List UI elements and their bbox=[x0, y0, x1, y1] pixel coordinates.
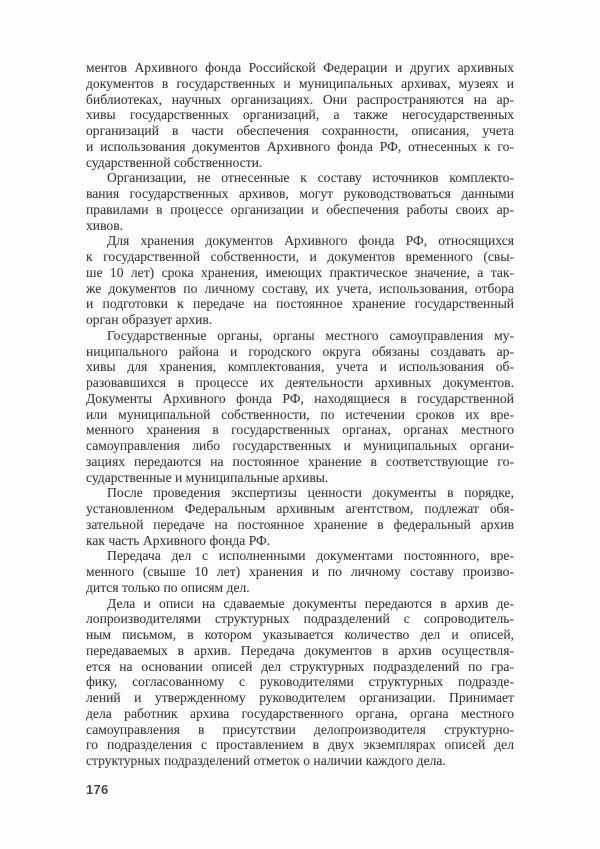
page-text-block bbox=[86, 60, 514, 769]
text-line: Передача дел с исполненными документами постоянного, вре- bbox=[107, 548, 514, 564]
text-line: лопроизводителями структурных подразделений с сопроводитель- bbox=[86, 611, 514, 627]
text-line: Государственные органы, органы местного самоуправления му- bbox=[107, 327, 514, 343]
text-line: структурных подразделений отметок о наличии каждого дела. bbox=[86, 753, 446, 768]
text-line: хивы для хранения, комплектования, учета и использования об- bbox=[86, 359, 514, 375]
text-line: ше 10 лет) срока хранения, имеющих практическое значение, а так- bbox=[86, 264, 514, 280]
text-line: передаваемых в архив. Передача документов в архив осуществля- bbox=[86, 642, 514, 658]
text-line: дела работник архива государственного органа, органа местного bbox=[86, 705, 514, 721]
text-line: фику, согласованному с руководителями структурных подразде- bbox=[86, 674, 514, 690]
text-line: же документов по личному составу, их учета, использования, отбора bbox=[86, 280, 514, 296]
paragraph bbox=[86, 548, 514, 595]
text-line: ниципального района и городского округа обязаны создавать ар- bbox=[86, 343, 514, 359]
text-line: и использования документов Архивного фонда РФ, отнесенных к го- bbox=[86, 138, 514, 154]
text-line: орган образует архив. bbox=[86, 312, 213, 327]
text-line: Дела и описи на сдаваемые документы передаются в архив де- bbox=[107, 595, 514, 611]
text-line: ным письмом, в котором указывается количество дел и описей, bbox=[86, 627, 514, 642]
text-line: менного хранения в государственных органах, органах местного bbox=[86, 422, 514, 438]
text-line: библиотеках, научных организациях. Они распространяются на ар- bbox=[86, 91, 514, 107]
text-line: вания государственных архивов, могут руководствоваться данными bbox=[86, 186, 514, 201]
text-line: организаций в части обеспечения сохранности, описания, учета bbox=[86, 123, 514, 138]
text-line: сударственной собственности. bbox=[86, 154, 263, 170]
text-line: как часть Архивного фонда РФ. bbox=[86, 532, 271, 548]
paragraph bbox=[86, 60, 514, 170]
page-number: 176 bbox=[86, 782, 109, 797]
text-line: Организации, не отнесенные к составу источников комплекто- bbox=[107, 170, 514, 186]
paragraph bbox=[86, 328, 514, 486]
text-line: сударственные и муниципальные архивы. bbox=[86, 469, 329, 485]
text-line: дится только по описям дел. bbox=[86, 579, 250, 595]
text-line: или муниципальной собственности, по истечении сроков их вре- bbox=[86, 406, 514, 422]
text-line: Для хранения документов Архивного фонда РФ, относящихся bbox=[107, 233, 514, 249]
text-line: менного (свыше 10 лет) хранения и по личному составу произво- bbox=[86, 564, 514, 579]
text-line: го подразделения с проставлением в двух экземплярах описей дел bbox=[86, 737, 514, 753]
text-line: разовавшихся в процессе их деятельности архивных документов. bbox=[86, 375, 514, 390]
paragraph bbox=[86, 170, 514, 233]
paragraph bbox=[86, 596, 514, 769]
text-line: правилами в процессе организации и обеспечения работы своих ар- bbox=[86, 201, 514, 217]
paragraph bbox=[86, 485, 514, 548]
text-line: После проведения экспертизы ценности документы в порядке, bbox=[107, 485, 514, 501]
text-line: к государственной собственности, и документов временного (свы- bbox=[86, 249, 514, 264]
text-line: и подготовки к передаче на постоянное хранение государственный bbox=[86, 296, 514, 312]
text-line: Документы Архивного фонда РФ, находящиеся в государственной bbox=[86, 390, 514, 406]
text-line: самоуправления в присутствии делопроизводителя структурно- bbox=[86, 721, 514, 737]
text-line: зательной передаче на постоянное хранение в федеральный архив bbox=[86, 516, 514, 532]
text-line: ется на основании описей дел структурных подразделений по гра- bbox=[86, 658, 514, 674]
text-line: ментов Архивного фонда Российской Федерации и других архивных bbox=[86, 60, 514, 75]
text-line: хивы государственных организаций, а также негосударственных bbox=[86, 107, 514, 123]
paragraph bbox=[86, 233, 514, 328]
text-line: хивов. bbox=[86, 217, 124, 233]
text-line: лений и утвержденному руководителем организации. Принимает bbox=[86, 690, 514, 705]
text-line: документов в государственных и муниципальных архивах, музеях и bbox=[86, 75, 514, 91]
text-line: зациях передаются на постоянное хранение в соответствующие го- bbox=[86, 453, 514, 469]
text-line: установленном Федеральным архивным агентством, подлежат обя- bbox=[86, 501, 514, 516]
text-line: самоуправления либо государственных и муниципальных органи- bbox=[86, 438, 514, 453]
